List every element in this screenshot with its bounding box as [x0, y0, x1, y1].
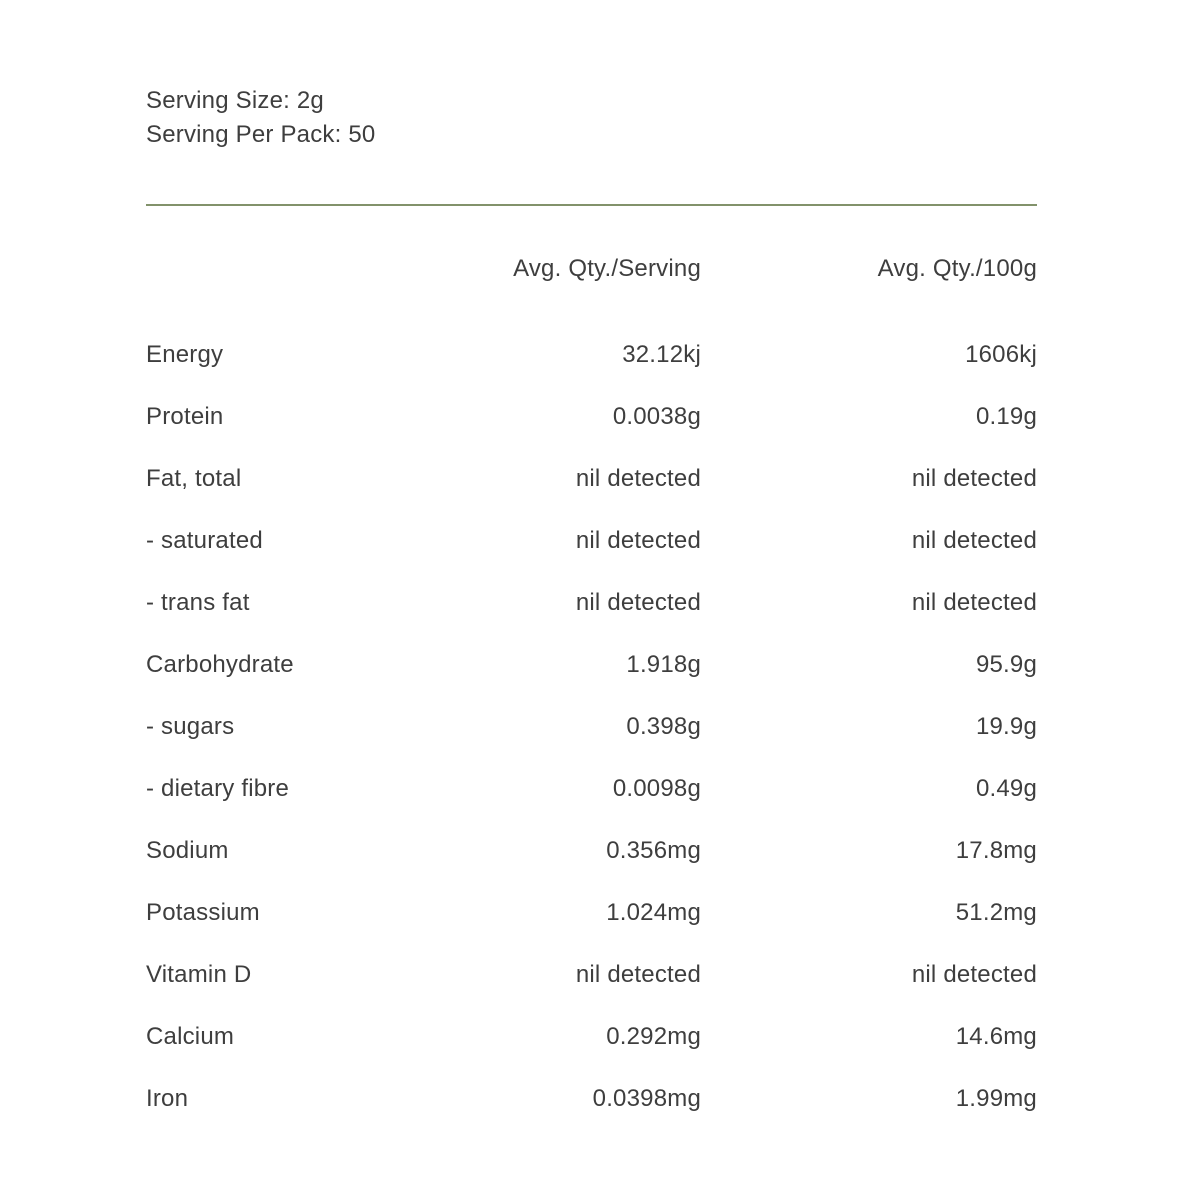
table-row	[146, 572, 1037, 634]
nutrient-label: - sugars	[146, 713, 235, 740]
value-per-100g: nil detected	[911, 589, 1037, 616]
value-per-100g: 51.2mg	[955, 899, 1037, 926]
nutrient-label: Protein	[146, 403, 224, 430]
serving-info	[146, 84, 1037, 152]
table-row	[146, 324, 1037, 386]
nutrient-label: Carbohydrate	[146, 651, 294, 678]
table-row	[146, 510, 1037, 572]
nutrient-label: Iron	[146, 1085, 189, 1112]
value-per-serving: nil detected	[575, 527, 701, 554]
table-row	[146, 820, 1037, 882]
column-header-per-serving: Avg. Qty./Serving	[513, 255, 701, 282]
table-row	[146, 1068, 1037, 1130]
value-per-100g: nil detected	[911, 527, 1037, 554]
value-per-serving: nil detected	[575, 465, 701, 492]
value-per-serving: nil detected	[575, 589, 701, 616]
nutrient-label: - saturated	[146, 527, 263, 554]
value-per-100g: 0.49g	[975, 775, 1037, 802]
value-per-100g: 14.6mg	[955, 1023, 1037, 1050]
table-row	[146, 944, 1037, 1006]
value-per-serving: 0.292mg	[606, 1023, 701, 1050]
nutrient-label: Energy	[146, 341, 224, 368]
table-row	[146, 634, 1037, 696]
value-per-serving: 0.0038g	[612, 403, 701, 430]
value-per-100g: 0.19g	[975, 403, 1037, 430]
table-body	[146, 324, 1037, 1130]
table-header-row	[146, 254, 1037, 284]
nutrient-label: Sodium	[146, 837, 229, 864]
value-per-100g: 95.9g	[975, 651, 1037, 678]
value-per-serving: nil detected	[575, 961, 701, 988]
value-per-100g: nil detected	[911, 465, 1037, 492]
nutrient-label: - trans fat	[146, 589, 250, 616]
value-per-100g: 1.99mg	[955, 1085, 1037, 1112]
value-per-100g: 1606kj	[965, 341, 1037, 368]
value-per-100g: 17.8mg	[955, 837, 1037, 864]
nutrient-label: - dietary fibre	[146, 775, 290, 802]
value-per-serving: 1.024mg	[606, 899, 701, 926]
serving-per-pack-text: Serving Per Pack: 50	[146, 121, 376, 148]
value-per-serving: 0.0398mg	[592, 1085, 701, 1112]
divider-line	[146, 204, 1037, 206]
table-row	[146, 696, 1037, 758]
nutrient-label: Potassium	[146, 899, 260, 926]
value-per-serving: 0.0098g	[612, 775, 701, 802]
table-row	[146, 758, 1037, 820]
serving-size-text: Serving Size: 2g	[146, 87, 324, 114]
nutrient-label: Calcium	[146, 1023, 235, 1050]
value-per-serving: 1.918g	[626, 651, 701, 678]
column-header-per-100g: Avg. Qty./100g	[877, 255, 1037, 282]
nutrition-panel	[146, 0, 1037, 1130]
value-per-100g: 19.9g	[975, 713, 1037, 740]
value-per-serving: 32.12kj	[622, 341, 701, 368]
nutrient-label: Fat, total	[146, 465, 242, 492]
table-row	[146, 386, 1037, 448]
table-row	[146, 448, 1037, 510]
nutrient-label: Vitamin D	[146, 961, 252, 988]
table-row	[146, 882, 1037, 944]
value-per-serving: 0.356mg	[606, 837, 701, 864]
value-per-serving: 0.398g	[626, 713, 701, 740]
value-per-100g: nil detected	[911, 961, 1037, 988]
table-row	[146, 1006, 1037, 1068]
